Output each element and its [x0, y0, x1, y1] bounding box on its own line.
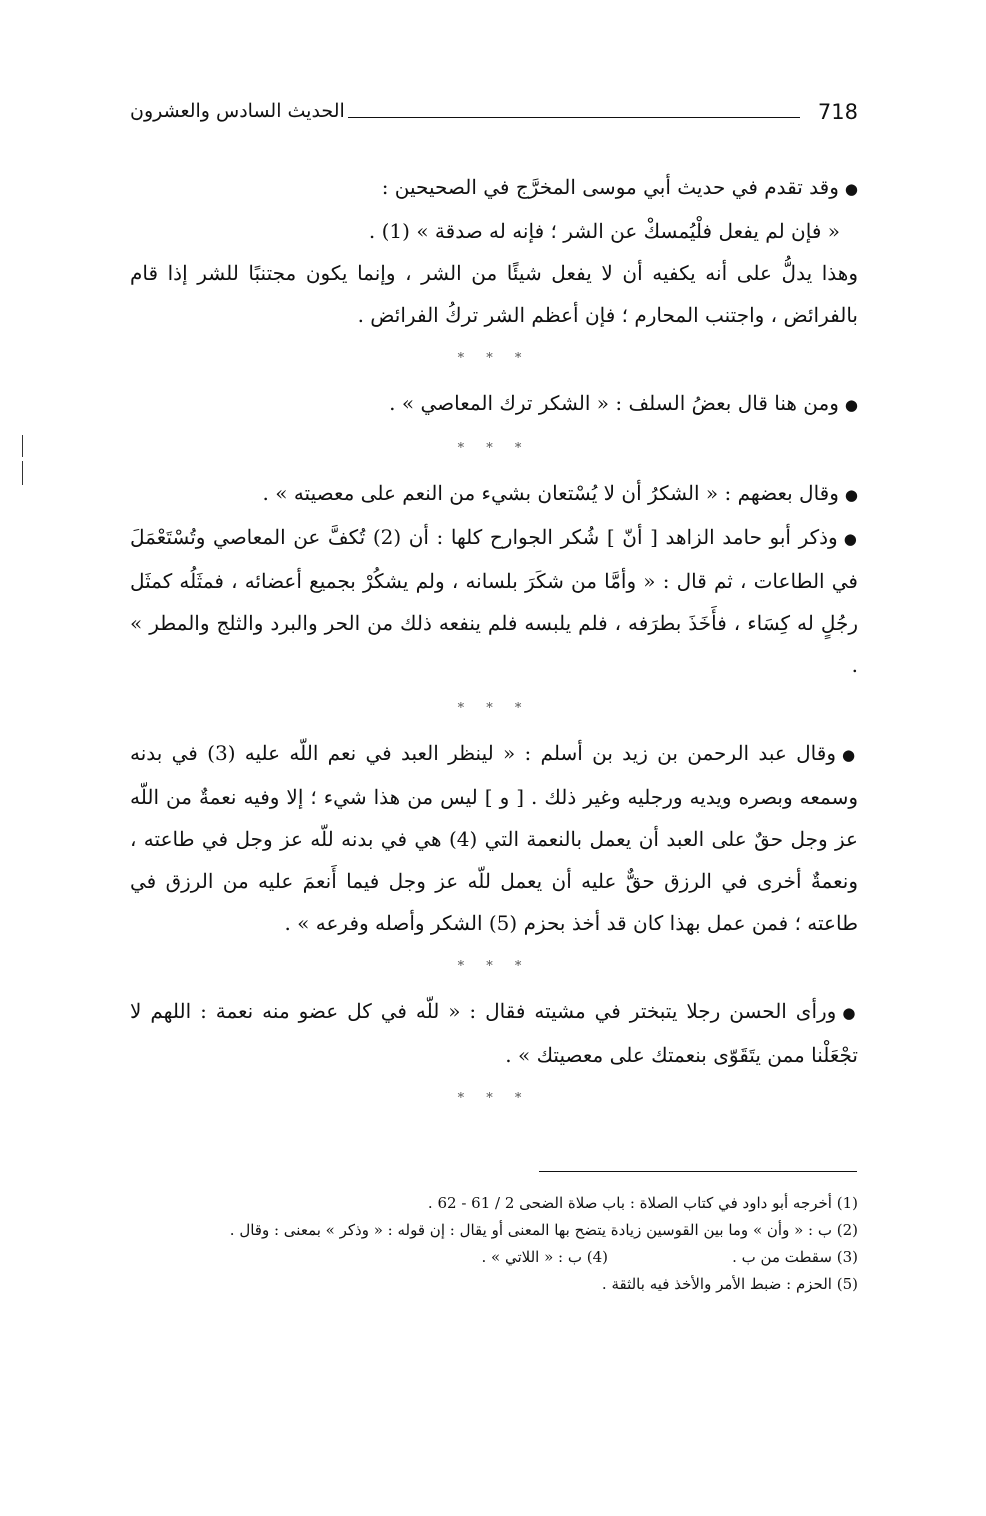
paragraph [130, 732, 858, 944]
bullet-icon: ● [844, 396, 858, 414]
page-header [130, 98, 858, 138]
running-title: الحديث السادس والعشرون [130, 100, 345, 122]
margin-mark-line [22, 461, 23, 485]
bullet-icon: ● [843, 530, 858, 548]
paragraph-text: ورأى الحسن رجلا يتبختر في مشيته فقال : « للّه في كل عضو منه نعمة : اللهم لا تجْعَلْنا ممن يتَقَوّى بنعمتك على معصيتك » . [130, 999, 858, 1067]
paragraph-text: وقد تقدم في حديث أبي موسى المخرَّج في الصحيحين : [381, 175, 839, 199]
paragraph-text: ومن هنا قال بعضُ السلف : « الشكر ترك المعاصي » . [389, 391, 839, 415]
main-text [130, 166, 858, 1122]
paragraph [130, 472, 858, 516]
paragraph [130, 166, 858, 210]
footnote-3: (3) سقطت من ب . [732, 1248, 858, 1266]
paragraph [130, 516, 858, 686]
paragraph-text: وقال بعضهم : « الشكرُ أن لا يُسْتعان بشيء من النعم على معصيته » . [262, 481, 839, 505]
section-separator: * * * [457, 351, 531, 366]
section-separator: * * * [457, 441, 531, 456]
paragraph: وهذا يدلُّ على أنه يكفيه أن لا يفعل شيئًا من الشر ، وإنما يكون مجتنبًا للشر إذا قام بالفرائض ، واجتنب المحارم ؛ فإن أعظم الشر تركُ الفرائض . [130, 261, 858, 327]
footnotes [130, 1190, 858, 1298]
margin-mark-line [22, 435, 23, 457]
paragraph [130, 990, 858, 1076]
paragraph-text: وذكر أبو حامد الزاهد [ أنّ ] شُكر الجوارح كلها : أن (2) تُكفَّ عن المعاصي وتُسْتَعْمَلَ في الطاعات ، ثم قال : « وأمَّا من شكَرَ بلسانه ، ولم يشكُرْ بجميع أعضائه ، فمثَلُه كمثَل رجُلٍ له كِسَاء ، فأَخَذَ بطرَفه ، فلم يلبسه فلم ينفعه ذلك من الحر والبرد والثلج والمطر » . [130, 525, 858, 677]
page-number: 718 [817, 100, 858, 124]
footnote-row [130, 1244, 858, 1271]
section-separator: * * * [457, 701, 531, 716]
header-rule [348, 117, 800, 118]
paragraph [130, 382, 858, 426]
bullet-icon: ● [841, 746, 859, 764]
footnote-1: (1) أخرجه أبو داود في كتاب الصلاة : باب صلاة الضحى 2 / 61 - 62 . [427, 1194, 858, 1212]
bullet-icon: ● [842, 1004, 858, 1022]
bullet-icon: ● [844, 180, 858, 198]
footnote-5: (5) الحزم : ضبط الأمر والأخذ فيه بالثقة . [601, 1275, 858, 1293]
section-separator: * * * [457, 1091, 531, 1106]
footnote-4: (4) ب : « اللاتي » . [481, 1248, 608, 1266]
bullet-icon: ● [844, 486, 858, 504]
paragraph-text: وقال عبد الرحمن بن زيد بن أسلم : « لينظر العبد في نعم اللّه عليه (3) في بدنه وسمعه وبصره ويديه ورجليه وغير ذلك . [ و ] ليس من هذا شيء ؛ إلا وفيه نعمةٌ من اللّه عز وجل حقٌ على العبد أن يعمل بالنعمة التي (4) هي في بدنه للّه عز وجل في طاعته ، ونعمةٌ أخرى في الرزق حقٌّ عليه أن يعمل للّه عز وجل فيما أَنعمَ عليه من الرزق في طاعته ؛ فمن عمل بهذا كان قد أخذ بحزم (5) الشكر وأصله وفرعه » . [130, 741, 858, 935]
hadith-quote: « فإن لم يفعل فلْيُمسكْ عن الشر ؛ فإنه له صدقة » (1) . [368, 219, 840, 243]
section-separator: * * * [457, 959, 531, 974]
footnote-2: (2) ب : « وأن » وما بين القوسين زيادة يتضح بها المعنى أو يقال : إن قوله : « وذكر » بمعنى : وقال . [229, 1221, 858, 1239]
footnote-rule [539, 1171, 857, 1172]
margin-marks [18, 435, 28, 485]
